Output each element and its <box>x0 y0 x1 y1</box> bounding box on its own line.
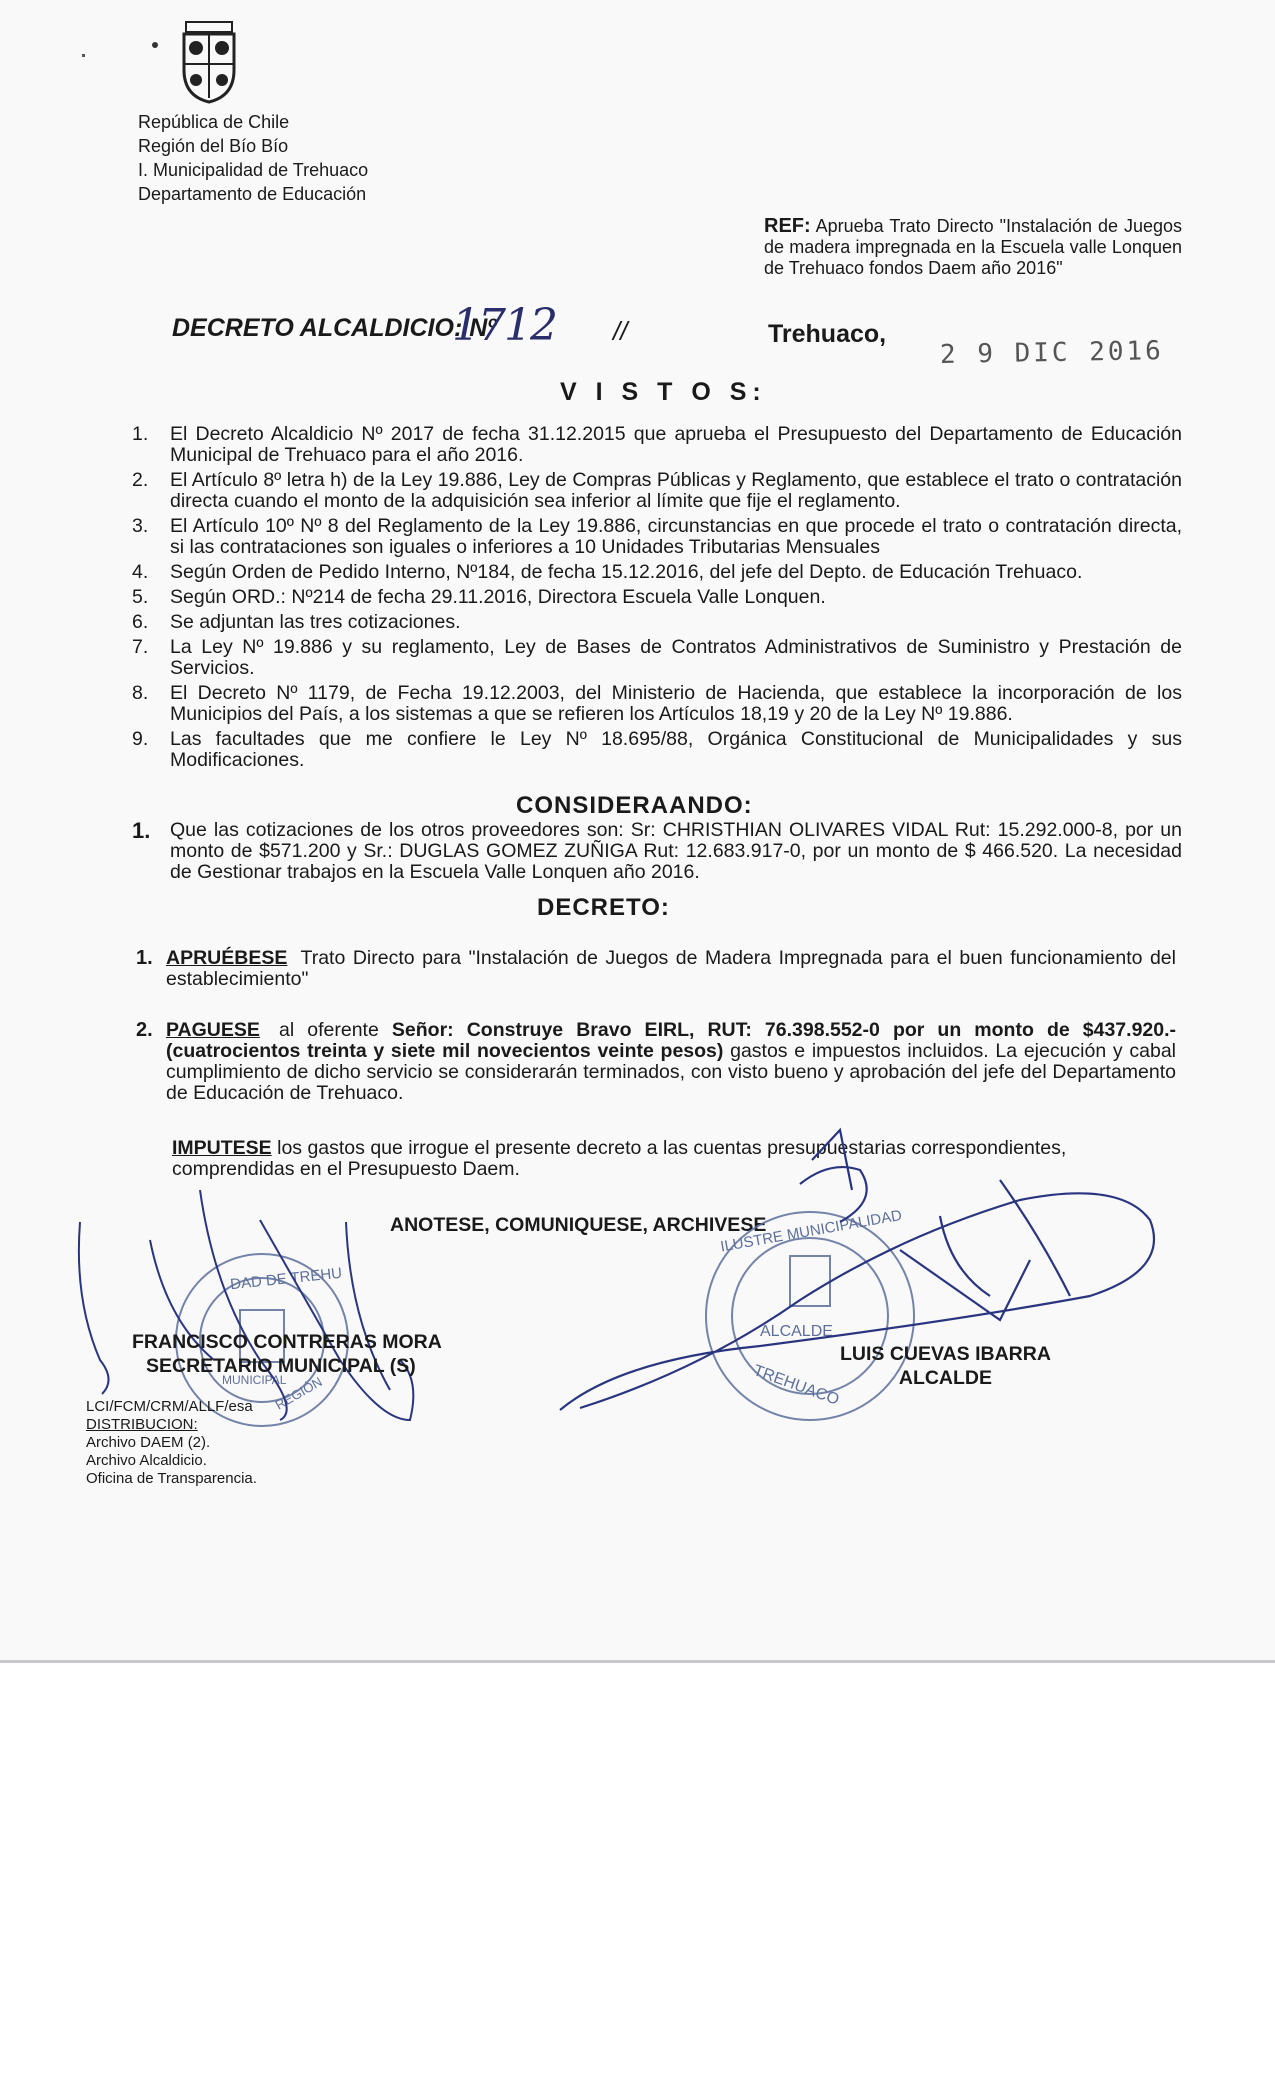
mayor-role: ALCALDE <box>898 1367 993 1389</box>
imputese-keyword: IMPUTESE <box>172 1137 272 1159</box>
reference-block <box>764 216 1182 279</box>
mayor-name: LUIS CUEVAS IBARRA <box>840 1343 1051 1365</box>
payee-and-amount: Señor: Construye Bravo EIRL, RUT: 76.398.552-0 por un monto de $437.920.- (cuatrocientos treinta y siete mil novecientos veinte pesos) <box>166 1019 1177 1062</box>
imputese-clause <box>172 1138 1172 1180</box>
mayor-seal-mid-text: ALCALDE <box>760 1323 833 1340</box>
vistos-item <box>132 587 1182 608</box>
municipality-line: I. Municipalidad de Trehuaco <box>138 160 369 180</box>
vistos-item <box>132 516 1182 558</box>
institution-header <box>138 110 368 206</box>
vistos-item <box>132 612 1182 633</box>
imputese-text: los gastos que irrogue el presente decreto a las cuentas presupuestarias correspondientes, comprendidas en el Presupuesto Daem. <box>172 1137 1067 1180</box>
item-number: 9. <box>132 728 149 750</box>
mayor-signature-block <box>840 1342 1051 1390</box>
vistos-item <box>132 424 1182 466</box>
distribution-line: Oficina de Transparencia. <box>86 1470 257 1487</box>
item-text: Que las cotizaciones de los otros proveedores son: Sr: CHRISTHIAN OLIVARES VIDAL Rut: 15.292.000-8, por un monto de $571.200 y Sr.: DUGLAS GOMEZ ZUÑIGA Rut: 12.683.917-0, por un monto de $ 466.520. La necesidad de Gestionar trabajos en la Escuela Valle Lonquen año 2016. <box>170 819 1182 883</box>
distribution-line: Archivo Alcaldicio. <box>86 1452 207 1469</box>
distribution-label: DISTRIBUCION: <box>86 1416 198 1433</box>
handwritten-decree-number: 1712 <box>452 300 556 351</box>
distribution-footer <box>86 1398 257 1488</box>
ref-label: REF: <box>764 215 811 237</box>
item-number: 1. <box>132 818 151 843</box>
municipal-crest-icon <box>176 20 242 104</box>
article-number: 1. <box>136 947 153 969</box>
considerando-list <box>132 820 1182 887</box>
secretary-name: FRANCISCO CONTRERAS MORA <box>132 1331 442 1353</box>
author-initials: LCI/FCM/CRM/ALLF/esa <box>86 1398 253 1415</box>
article-2-text-a: al oferente <box>279 1019 379 1041</box>
item-number: 8. <box>132 682 149 704</box>
apruebese-keyword: APRUÉBESE <box>166 947 288 969</box>
item-text: Las facultades que me confiere le Ley Nº 18.695/88, Orgánica Constitucional de Municipalidades y sus Modificaciones. <box>170 728 1182 771</box>
secretary-seal-bottom-text: REGIÓN <box>272 1373 325 1413</box>
closing-formula: ANOTESE, COMUNIQUESE, ARCHIVESE <box>390 1214 767 1236</box>
decree-article-2 <box>136 1020 1176 1104</box>
vistos-heading: V I S T O S: <box>560 378 767 406</box>
item-number: 3. <box>132 515 149 537</box>
item-number: 5. <box>132 586 149 608</box>
item-text: El Artículo 10º Nº 8 del Reglamento de la Ley 19.886, circunstancias en que procede el trato o contratación directa, si las contrataciones son iguales o inferiores a 10 Unidades Tributarias Mensuales <box>170 515 1182 558</box>
region-line: Región del Bío Bío <box>138 136 289 156</box>
stamped-date: 2 9 DIC 2016 <box>939 336 1165 370</box>
vistos-item <box>132 637 1182 679</box>
paguese-keyword: PAGUESE <box>166 1019 260 1041</box>
item-number: 1. <box>132 423 149 445</box>
secretary-seal-top-text: DAD DE TREHU <box>229 1264 343 1294</box>
item-text: Según ORD.: Nº214 de fecha 29.11.2016, Directora Escuela Valle Lonquen. <box>170 586 826 608</box>
department-line: Departamento de Educación <box>138 184 367 204</box>
considerando-heading: CONSIDERAANDO: <box>516 792 753 819</box>
item-number: 6. <box>132 611 149 633</box>
item-text: Según Orden de Pedido Interno, Nº184, de fecha 15.12.2016, del jefe del Depto. de Educación Trehuaco. <box>170 561 1083 583</box>
item-number: 4. <box>132 561 149 583</box>
vistos-item <box>132 683 1182 725</box>
item-text: Se adjuntan las tres cotizaciones. <box>170 611 461 633</box>
vistos-item <box>132 562 1182 583</box>
item-text: La Ley Nº 19.886 y su reglamento, Ley de Bases de Contratos Administrativos de Suministro y Prestación de Servicios. <box>170 636 1182 679</box>
scan-speck <box>152 42 158 48</box>
secretary-seal-mid-text: MUNICIPAL <box>222 1373 287 1387</box>
decreto-heading: DECRETO: <box>537 894 670 921</box>
item-text: El Decreto Alcaldicio Nº 2017 de fecha 31.12.2015 que aprueba el Presupuesto del Departamento de Educación Municipal de Trehuaco para el año 2016. <box>170 423 1182 466</box>
decree-place: Trehuaco, <box>768 320 887 348</box>
mayor-seal-arc-text: ILUSTRE MUNICIPALIDAD <box>719 1206 904 1256</box>
mayor-seal-bottom-text: TREHUACO <box>751 1362 842 1409</box>
vistos-item <box>132 729 1182 771</box>
article-number: 2. <box>136 1019 153 1041</box>
distribution-line: Archivo DAEM (2). <box>86 1434 211 1451</box>
vistos-list <box>132 424 1182 775</box>
item-text: El Decreto Nº 1179, de Fecha 19.12.2003, del Ministerio de Hacienda, que establece la incorporación de los Municipios del País, a los sistemas a que se refieren los Artículos 18,19 y 20 de la Ley Nº 19.886. <box>170 682 1182 725</box>
item-text: El Artículo 8º letra h) de la Ley 19.886, Ley de Compras Públicas y Reglamento, que establece el trato o contratación directa cuando el monto de la adquisición sea inferior al límite que fije el reglamento. <box>170 469 1182 512</box>
article-2-text-b: gastos e impuestos incluidos. La ejecución y cabal cumplimiento de dicho servicio se considerarán terminados, con visto bueno y aprobación del jefe del Departamento de Educación de Trehuaco. <box>166 1040 1176 1104</box>
considerando-item <box>132 820 1182 883</box>
vistos-item <box>132 470 1182 512</box>
secretary-signature-block <box>132 1330 442 1378</box>
item-number: 2. <box>132 469 149 491</box>
secretary-role: SECRETARIO MUNICIPAL (S) <box>146 1355 416 1377</box>
scan-speck <box>82 54 85 57</box>
article-1-text: Trato Directo para "Instalación de Juegos de Madera Impregnada para el buen funcionamiento del establecimiento" <box>166 947 1176 990</box>
item-number: 7. <box>132 636 149 658</box>
country-line: República de Chile <box>138 112 290 132</box>
ref-text: Aprueba Trato Directo "Instalación de Juegos de madera impregnada en la Escuela valle Lonquen de Trehuaco fondos Daem año 2016" <box>764 216 1182 278</box>
decree-slashes: // <box>613 316 628 346</box>
decree-article-1 <box>136 948 1176 990</box>
decree-title: DECRETO ALCALDICIO: Nº <box>172 314 497 342</box>
